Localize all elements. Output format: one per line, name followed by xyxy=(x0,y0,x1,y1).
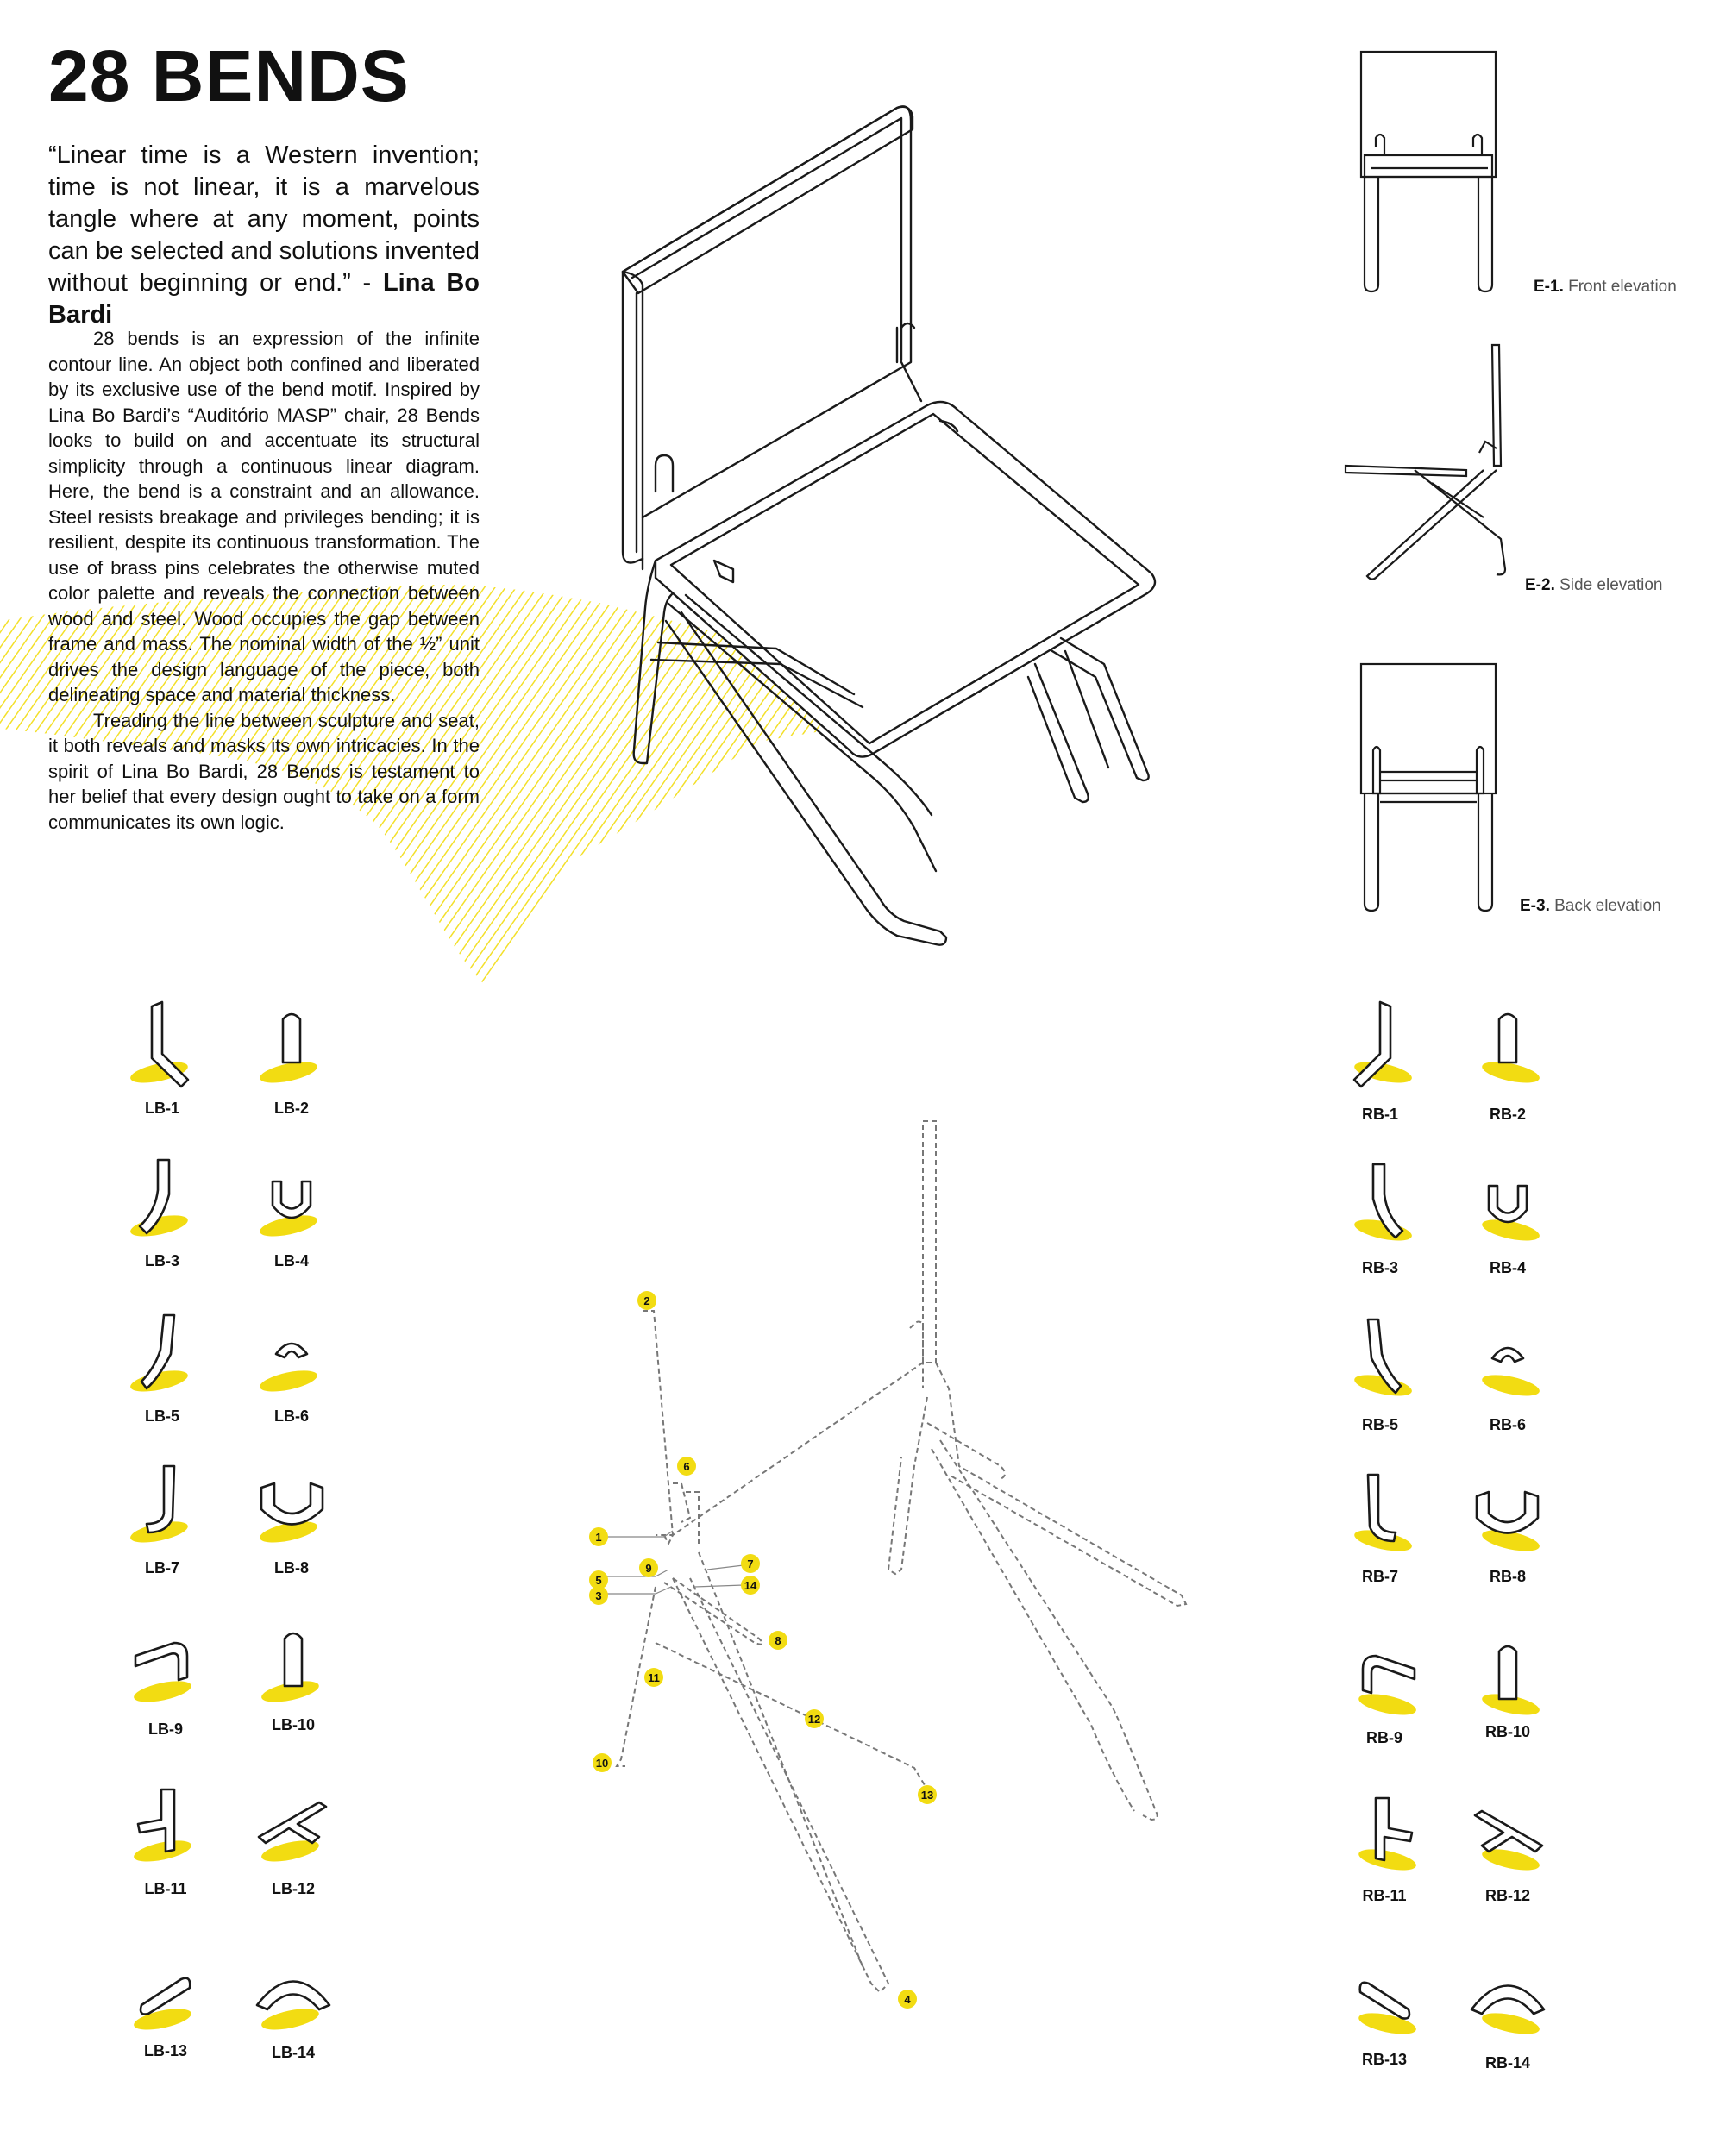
description-paragraph-1: 28 bends is an expression of the infinite contour line. An object both confined and liberated by its exclusive use of the bend motif. Inspired by Lina Bo Bardi’s “Auditório MASP” chair, 28 Bends looks to build on and accentuate its structural simplicity through a continuous linear diagram. Here, the bend is a constraint and an allowance. Steel resists breakage and privileges bending; it is resilient, despite its continuous transformation. The use of brass pins celebrates the otherwise muted color palette and reveals the connection between wood and steel. Wood occupies the gap between frame and mass. The nominal width of the ½” unit drives the design language of the piece, both delineating space and material thickness. xyxy=(48,328,480,705)
left-bend-piece-lb-12 xyxy=(259,1802,326,1865)
left-bend-piece-lb-6 xyxy=(258,1344,319,1395)
diagram-marker-1 xyxy=(589,1527,608,1546)
bend-outline xyxy=(285,1633,302,1686)
right-bend-piece-rb-2 xyxy=(1480,1014,1541,1087)
elevation-name: Side elevation xyxy=(1559,576,1663,594)
bend-shadow xyxy=(1480,1371,1541,1401)
right-bend-label: RB-11 xyxy=(1362,1887,1407,1904)
bend-outline xyxy=(1471,1986,1544,2015)
right-bend-label: RB-13 xyxy=(1361,2051,1407,2068)
page-title: 28 BENDS xyxy=(48,35,410,116)
left-bend-label: LB-8 xyxy=(274,1559,309,1576)
marker-number: 5 xyxy=(595,1574,602,1587)
left-bend-piece-lb-8 xyxy=(258,1483,323,1546)
marker-number: 2 xyxy=(643,1294,650,1307)
left-bend-label: LB-10 xyxy=(271,1716,315,1733)
bend-outline xyxy=(1499,1646,1516,1699)
front-elevation-drawing xyxy=(1361,52,1496,291)
left-bend-label: LB-6 xyxy=(274,1407,309,1425)
diagram-marker-13 xyxy=(918,1785,937,1804)
elevation-code: E-1. xyxy=(1534,278,1569,296)
diagram-marker-11 xyxy=(644,1668,663,1687)
bend-shadow xyxy=(258,1367,319,1396)
left-bend-label: LB-9 xyxy=(148,1720,183,1738)
right-bend-label: RB-3 xyxy=(1361,1259,1398,1276)
bend-outline xyxy=(135,1643,187,1680)
bend-outline xyxy=(1489,1186,1527,1222)
right-bend-label: RB-14 xyxy=(1484,2054,1530,2071)
left-bend-piece-lb-1 xyxy=(129,1002,190,1087)
diagram-marker-6 xyxy=(677,1457,696,1476)
bend-outline xyxy=(1477,1492,1538,1533)
right-bend-piece-rb-4 xyxy=(1480,1186,1541,1244)
right-bend-piece-rb-3 xyxy=(1352,1164,1414,1244)
right-bend-piece-rb-12 xyxy=(1475,1811,1542,1874)
marker-number: 11 xyxy=(648,1671,660,1684)
quote-author: Lina Bo Bardi xyxy=(48,269,480,329)
right-bend-piece-rb-10 xyxy=(1480,1646,1541,1719)
description xyxy=(48,326,480,835)
exploded-bend-diagram xyxy=(617,1121,1186,1992)
right-bend-piece-rb-7 xyxy=(1352,1475,1414,1555)
left-bend-piece-lb-14 xyxy=(257,1982,329,2034)
left-bend-label: LB-12 xyxy=(271,1880,315,1897)
elevation-name: Back elevation xyxy=(1554,897,1661,915)
right-bend-label: RB-10 xyxy=(1484,1723,1530,1740)
elevation-label-2 xyxy=(1525,576,1663,595)
bend-icons xyxy=(129,1002,1544,2038)
right-bend-piece-rb-9 xyxy=(1357,1656,1418,1719)
bend-outline xyxy=(1360,1983,1409,2019)
right-bend-label: RB-4 xyxy=(1489,1259,1526,1276)
left-bend-label: LB-3 xyxy=(145,1252,179,1269)
bend-outline xyxy=(1368,1475,1396,1541)
right-bend-label: RB-1 xyxy=(1361,1106,1398,1123)
left-bend-piece-lb-11 xyxy=(132,1789,193,1865)
left-bend-label: LB-2 xyxy=(274,1100,309,1117)
left-bend-piece-lb-3 xyxy=(129,1160,190,1240)
diagram-marker-9 xyxy=(639,1558,658,1577)
diagram-marker-2 xyxy=(637,1291,656,1310)
left-bend-label: LB-7 xyxy=(145,1559,179,1576)
left-bend-piece-lb-2 xyxy=(258,1014,319,1087)
bend-outline xyxy=(257,1982,329,2010)
marker-number: 6 xyxy=(683,1460,690,1473)
elevation-name: Front elevation xyxy=(1568,278,1677,296)
marker-number: 12 xyxy=(807,1713,821,1726)
marker-number: 7 xyxy=(747,1557,754,1570)
left-bend-label: LB-5 xyxy=(145,1407,179,1425)
left-bend-piece-lb-5 xyxy=(129,1315,190,1395)
right-bend-piece-rb-1 xyxy=(1352,1002,1414,1087)
marker-number: 10 xyxy=(595,1757,609,1770)
left-bend-piece-lb-7 xyxy=(129,1466,190,1546)
marker-number: 1 xyxy=(595,1531,602,1544)
description-paragraph-2: Treading the line between sculpture and seat, it both reveals and masks its own intricacies. In the spirit of Lina Bo Bardi, 28 Bends is testament to her belief that every design ought to take on a form communicates its own logic. xyxy=(48,709,480,833)
marker-number: 4 xyxy=(904,1993,911,2006)
right-bend-piece-rb-11 xyxy=(1357,1798,1418,1874)
bend-outline xyxy=(276,1344,307,1357)
right-bend-label: RB-5 xyxy=(1361,1416,1398,1433)
bend-outline xyxy=(138,1789,174,1852)
chair-isometric-drawing xyxy=(623,106,1155,944)
bend-shadow xyxy=(1357,1690,1418,1720)
elevation-code: E-3. xyxy=(1520,897,1555,915)
side-elevation-drawing xyxy=(1346,345,1505,580)
elevation-code: E-2. xyxy=(1525,576,1560,594)
quote-text: “Linear time is a Western invention; time is not linear, it is a marvelous tangle where at any moment, points can be selected and solutions invented without beginning or end.” - xyxy=(48,141,480,297)
bend-outline xyxy=(273,1181,311,1218)
diagram-marker-10 xyxy=(593,1753,612,1772)
bend-outline xyxy=(259,1802,326,1843)
left-bend-piece-lb-9 xyxy=(132,1643,193,1706)
diagram-marker-12 xyxy=(805,1709,824,1728)
right-bend-label: RB-7 xyxy=(1361,1568,1398,1585)
left-bend-label: LB-13 xyxy=(143,2042,187,2059)
diagram-marker-5 xyxy=(589,1570,608,1589)
diagram-marker-14 xyxy=(741,1576,760,1595)
diagram-marker-8 xyxy=(769,1631,787,1650)
left-bend-label: LB-1 xyxy=(145,1100,179,1117)
diagram-leader-lines xyxy=(606,1531,744,1594)
right-bend-label: RB-8 xyxy=(1489,1568,1526,1585)
bend-outline xyxy=(1376,1798,1412,1860)
bend-shadow xyxy=(132,1837,193,1866)
bend-outline xyxy=(141,1978,190,2015)
bend-shadow xyxy=(132,1677,193,1707)
bend-outline xyxy=(1363,1656,1415,1693)
elevation-label-1 xyxy=(1534,278,1677,297)
diagram-marker-4 xyxy=(898,1990,917,2009)
right-bend-piece-rb-6 xyxy=(1480,1348,1541,1400)
right-bend-piece-rb-14 xyxy=(1471,1986,1544,2039)
marker-number: 14 xyxy=(744,1579,757,1592)
right-bend-piece-rb-8 xyxy=(1477,1492,1541,1555)
left-bend-piece-lb-10 xyxy=(260,1633,321,1706)
bend-outline xyxy=(147,1466,174,1532)
back-elevation-drawing xyxy=(1361,664,1496,911)
right-bend-label: RB-2 xyxy=(1489,1106,1526,1123)
left-bend-label: LB-14 xyxy=(271,2044,315,2061)
bend-shadow xyxy=(1357,1846,1418,1875)
diagram-markers xyxy=(589,1291,937,2009)
left-bend-piece-lb-13 xyxy=(132,1978,193,2034)
marker-number: 9 xyxy=(645,1562,652,1575)
right-bend-label: RB-6 xyxy=(1489,1416,1526,1433)
left-bend-label: LB-11 xyxy=(144,1880,187,1897)
marker-number: 8 xyxy=(775,1634,781,1647)
bend-outline xyxy=(283,1014,300,1062)
bend-outline xyxy=(1492,1348,1523,1362)
diagram-marker-7 xyxy=(741,1554,760,1573)
right-bend-piece-rb-5 xyxy=(1352,1319,1414,1400)
right-bend-label: RB-12 xyxy=(1484,1887,1530,1904)
elevation-label-3 xyxy=(1520,897,1661,916)
marker-number: 3 xyxy=(595,1589,602,1602)
right-bend-piece-rb-13 xyxy=(1357,1983,1418,2039)
marker-number: 13 xyxy=(920,1789,934,1802)
bend-outline xyxy=(1499,1014,1516,1062)
right-bend-label: RB-9 xyxy=(1365,1729,1402,1746)
left-bend-label: LB-4 xyxy=(274,1252,309,1269)
bend-outline xyxy=(1475,1811,1542,1852)
left-bend-piece-lb-4 xyxy=(258,1181,319,1240)
bend-outline xyxy=(261,1483,323,1525)
